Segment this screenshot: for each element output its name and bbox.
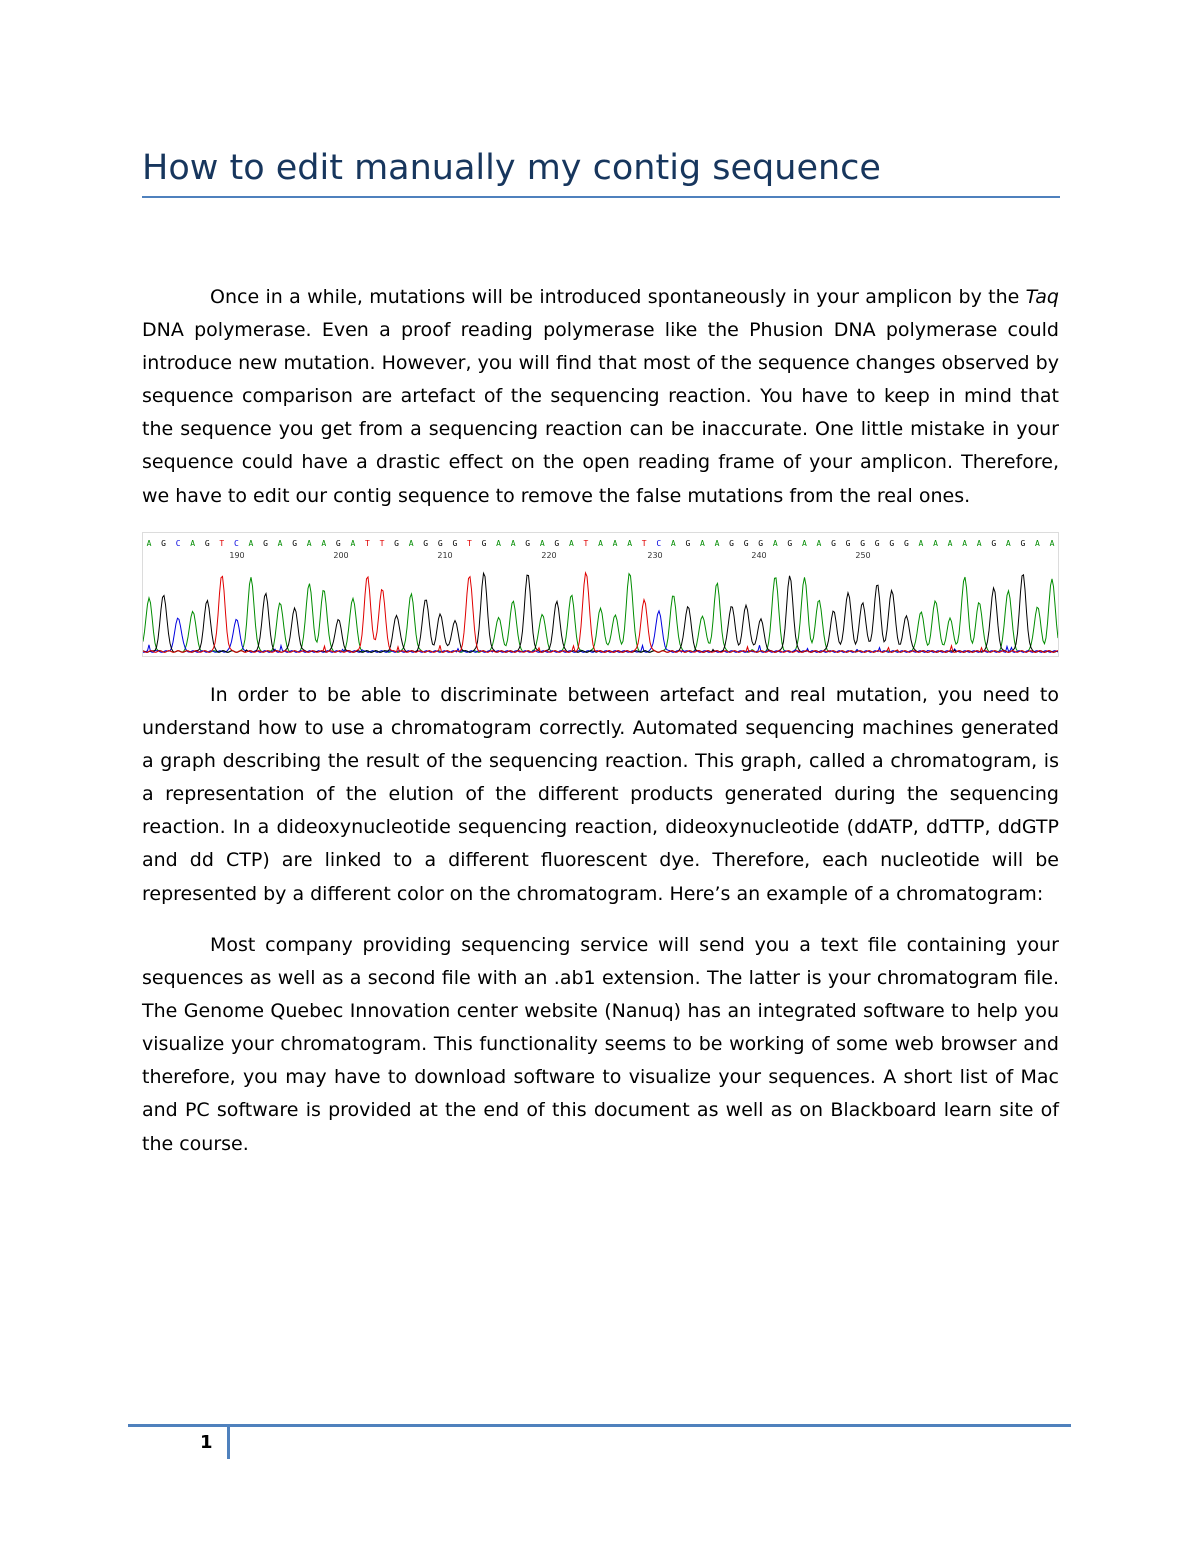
base-call-label: G: [1020, 539, 1026, 548]
base-call-label: A: [976, 539, 982, 548]
base-call-label: G: [758, 539, 764, 548]
position-label: 250: [855, 551, 871, 560]
base-call-label: A: [306, 539, 312, 548]
position-label: 240: [751, 551, 767, 560]
base-call-label: G: [903, 539, 909, 548]
footer-divider: [227, 1427, 230, 1459]
document-title: How to edit manually my contig sequence: [142, 148, 881, 188]
base-call-label: G: [743, 539, 749, 548]
position-label: 190: [229, 551, 245, 560]
base-call-label: A: [510, 539, 516, 548]
base-call-label: G: [452, 539, 458, 548]
base-call-label: T: [467, 539, 472, 548]
base-call-label: G: [525, 539, 531, 548]
base-call-label: G: [685, 539, 691, 548]
base-call-label: A: [670, 539, 676, 548]
base-call-label: G: [554, 539, 560, 548]
base-call-label: G: [991, 539, 997, 548]
paragraph-chromatogram: [142, 679, 1059, 911]
base-call-label: A: [1049, 539, 1055, 548]
base-call-label: A: [496, 539, 501, 548]
base-call-label: A: [772, 539, 778, 548]
base-call-label: A: [627, 539, 633, 548]
base-call-label: A: [190, 539, 196, 548]
base-call-label: G: [831, 539, 836, 548]
base-call-label: G: [860, 539, 866, 548]
base-call-label: A: [700, 539, 705, 548]
page-number: 1: [200, 1432, 213, 1453]
base-call-label: T: [219, 539, 225, 548]
base-call-label: G: [263, 539, 268, 548]
position-label: 200: [333, 551, 349, 560]
paragraph-intro: [142, 281, 1059, 513]
base-call-label: A: [918, 539, 924, 548]
base-call-label: A: [598, 539, 603, 548]
base-call-label: A: [350, 539, 356, 548]
base-call-label: A: [146, 539, 152, 548]
base-call-label: A: [1035, 539, 1040, 548]
paragraph-software: [142, 929, 1059, 1161]
base-call-label: T: [583, 539, 589, 548]
base-call-label: A: [568, 539, 574, 548]
base-call-label: G: [889, 539, 895, 548]
base-call-label: A: [933, 539, 938, 548]
base-call-label: A: [947, 539, 953, 548]
base-call-label: A: [321, 539, 327, 548]
base-call-label: G: [481, 539, 487, 548]
trace-a: [143, 574, 1058, 653]
base-call-label: G: [787, 539, 793, 548]
paragraph-chromatogram-text: In order to be able to discriminate between artefact and real mutation, you need to understand how to use a chromatogram correctly. Automated sequencing machines generated a graph describing the result of the sequencing reaction. This graph, called a chromatogram, is a representation of the elution of the different products generated during the sequencing reaction. In a dideoxynucleotide sequencing reaction, dideoxynucleotide (ddATP, ddTTP, ddGTP and dd CTP) are linked to a different fluorescent dye. Therefore, each nucleotide will be represented by a different color on the chromatogram. Here’s an example of a chromatogram:: [142, 684, 1059, 905]
base-call-label: A: [801, 539, 807, 548]
base-call-label: A: [612, 539, 618, 548]
base-call-label: G: [161, 539, 166, 548]
base-call-label: A: [539, 539, 545, 548]
title-underline: [142, 196, 1060, 198]
base-call-label: G: [423, 539, 429, 548]
base-call-label: A: [1005, 539, 1011, 548]
base-call-label: A: [408, 539, 414, 548]
base-call-label: C: [233, 539, 239, 548]
base-call-label: T: [365, 539, 370, 548]
base-call-label: G: [394, 539, 400, 548]
base-call-label: G: [204, 539, 210, 548]
base-call-label: G: [335, 539, 341, 548]
base-call-label: C: [656, 539, 662, 548]
base-call-label: A: [277, 539, 283, 548]
taq-italic: Taq: [1025, 286, 1059, 308]
base-call-label: G: [437, 539, 443, 548]
footer-rule: [128, 1424, 1071, 1427]
base-call-label: A: [714, 539, 720, 548]
base-call-label: G: [292, 539, 298, 548]
base-call-label: T: [379, 539, 385, 548]
position-label: 220: [541, 551, 557, 560]
base-call-label: G: [845, 539, 851, 548]
position-label: 210: [437, 551, 453, 560]
base-call-label: A: [248, 539, 254, 548]
paragraph-intro-text-end: DNA polymerase. Even a proof reading polymerase like the Phusion DNA polymerase could introduce new mutation. However, you will find that most of the sequence changes observed by sequence comparison are artefact of the sequencing reaction. You have to keep in mind that the sequence you get from a sequencing reaction can be inaccurate. One little mistake in your sequence could have a drastic effect on the open reading frame of your amplicon. Therefore, we have to edit our contig sequence to remove the false mutations from the real ones.: [142, 319, 1059, 507]
paragraph-intro-text-start: Once in a while, mutations will be introduced spontaneously in your amplicon by the: [210, 286, 1026, 308]
chromatogram-plot: [143, 533, 1058, 656]
position-label: 230: [647, 551, 663, 560]
base-call-label: C: [175, 539, 181, 548]
base-call-label: G: [874, 539, 880, 548]
base-call-label: T: [641, 539, 647, 548]
base-call-label: A: [816, 539, 822, 548]
trace-c: [143, 611, 1058, 652]
chromatogram-image: [142, 532, 1059, 657]
paragraph-software-text: Most company providing sequencing service will send you a text file containing your sequences as well as a second file with an .ab1 extension. The latter is your chromatogram file. The Genome Quebec Innovation center website (Nanuq) has an integrated software to help you visualize your chromatogram. This functionality seems to be working of some web browser and therefore, you may have to download software to visualize your sequences. A short list of Mac and PC software is provided at the end of this document as well as on Blackboard learn site of the course.: [142, 934, 1059, 1155]
base-call-label: G: [729, 539, 734, 548]
base-call-label: A: [962, 539, 968, 548]
